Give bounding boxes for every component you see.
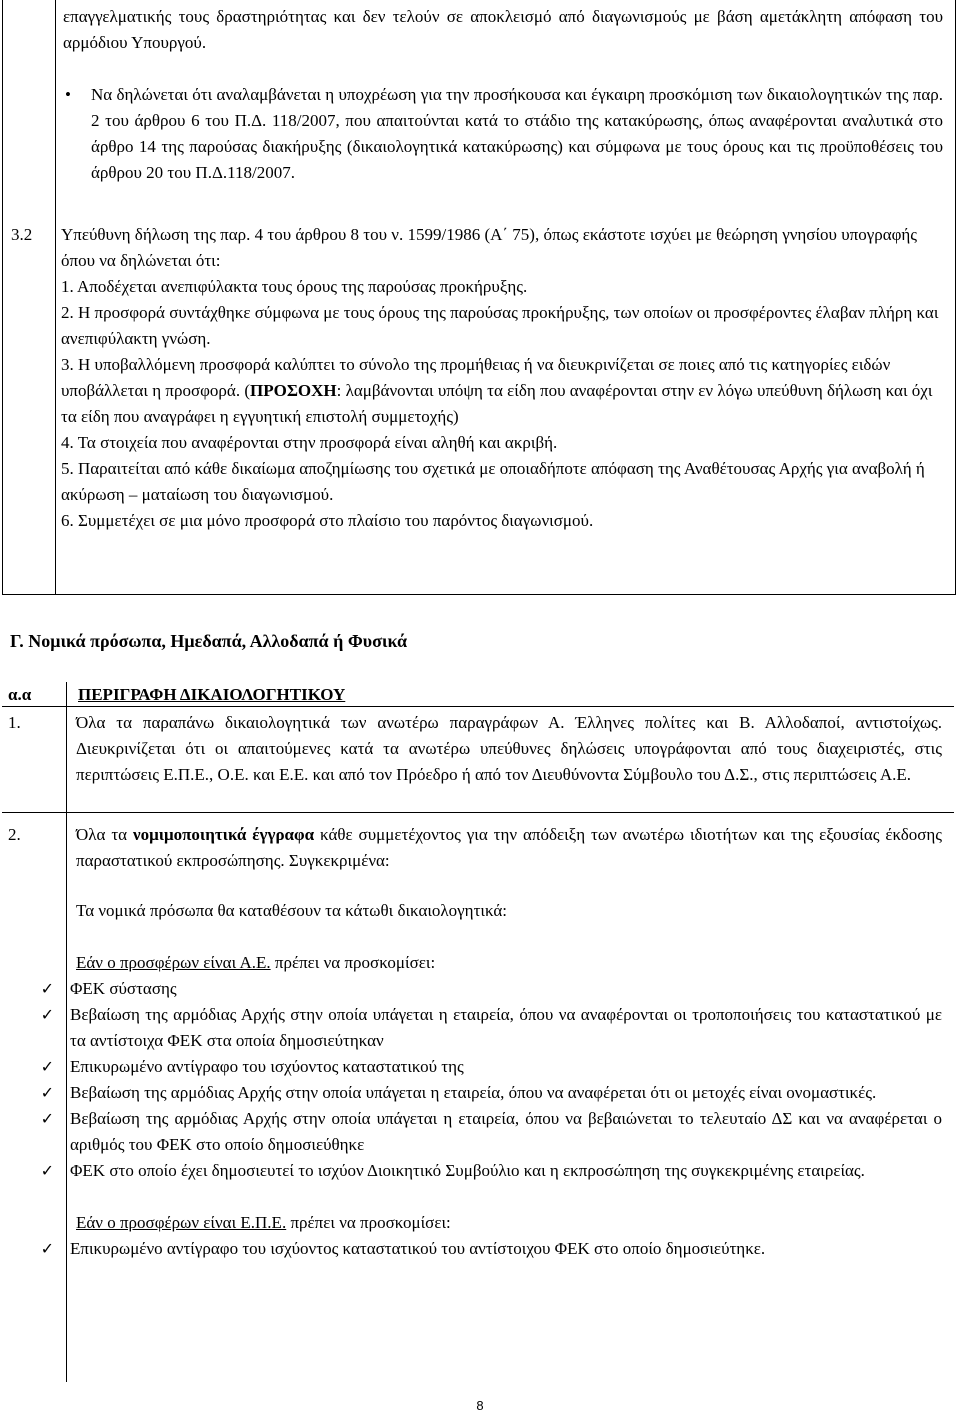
- declaration-item-1: 1. Αποδέχεται ανεπιφύλακτα τους όρους της παρούσας προκήρυξης.: [61, 277, 528, 296]
- check-icon: ✓: [40, 1161, 54, 1180]
- row-2-pre: Όλα τα: [76, 825, 133, 844]
- bullet-icon: •: [65, 85, 71, 104]
- declaration-item-4: 4. Τα στοιχεία που αναφέρονται στην προσφορά είναι αληθή και ακριβή.: [61, 433, 558, 452]
- bullet-text: Να δηλώνεται ότι αναλαμβάνεται η υποχρέωση για την προσήκουσα και έγκαιρη προσκόμιση των δικαιολογητικών της παρ. 2 του άρθρου 6 του Π.Δ. 118/2007, που απαιτούνται κατά το στάδιο της κατακύρωσης, όπως αναφέρονται αναλυτικά στο άρθρο 14 της παρούσας διακήρυξης (δικαιολογητικά κατακύρωσης) και σύμφωνα με τους όρους και τις προϋποθέσεις του άρθρου 20 του Π.Δ.118/2007.: [91, 85, 943, 182]
- row-2-post: κάθε συμμετέχοντος για την απόδειξη των ανωτέρω ιδιοτήτων και της εξουσίας έκδοσης παραστατικού εκπροσώπησης. Συγκεκριμένα:: [76, 825, 942, 870]
- check-icon: ✓: [40, 979, 54, 998]
- ae-item: [0, 1158, 942, 1184]
- page-number: 8: [476, 1398, 484, 1413]
- row-1-text: Όλα τα παραπάνω δικαιολογητικά των ανωτέρω παραγράφων Α. Έλληνες πολίτες και Β. Αλλοδαποί, αντιστοίχως. Διευκρινίζεται ότι οι απαιτούμενες κατά τα ανωτέρω υπεύθυνες δηλώσεις υπογράφονται από τους διαχειριστές, στις περιπτώσεις Ε.Π.Ε., Ο.Ε. και Ε.Ε. και από τον Πρόεδρο ή από τον Διευθύνοντα Σύμβουλο του Δ.Σ., στις περιπτώσεις Α.Ε.: [76, 713, 942, 784]
- section-3-2-text: Υπεύθυνη δήλωση της παρ. 4 του άρθρου 8 του ν. 1599/1986 (Α΄ 75), όπως εκάστοτε ισχύει με θεώρηση γνησίου υπογραφής όπου να δηλώνεται ότι:: [61, 225, 918, 270]
- declaration-item-3-post: : λαμβάνονται υπόψη τα είδη που αναφέρονται στην εν λόγω υπεύθυνη δήλωση και όχι τα είδη που αναγράφει η εγγυητική επιστολή συμμετοχής): [61, 381, 933, 426]
- ae-item-text: ΦΕΚ σύστασης: [70, 979, 177, 998]
- declaration-item-2: 2. Η προσφορά συντάχθηκε σύμφωνα με τους όρους της παρούσας προκήρυξης, των οποίων οι προσφέροντες έλαβαν πλήρη και ανεπιφύλακτη γνώση.: [61, 303, 939, 348]
- ae-item-text: Βεβαίωση της αρμόδιας Αρχής στην οποία υπάγεται η εταιρεία, όπου να βεβαιώνεται το τελευταίο ΔΣ και να αναφέρεται ο αριθμός του ΦΕΚ στο οποίο δημοσιεύθηκε: [70, 1109, 942, 1154]
- row-2-bold: νομιμοποιητικά έγγραφα: [132, 825, 315, 844]
- check-icon: ✓: [40, 1109, 54, 1128]
- table-row-rule: [2, 812, 954, 813]
- bullet-item: [63, 82, 943, 186]
- epe-item-text: Επικυρωμένο αντίγραφο του ισχύοντος καταστατικού του αντίστοιχου ΦΕΚ στο οποίο δημοσιεύτηκε.: [70, 1239, 766, 1258]
- table-header-description: ΠΕΡΙΓΡΑΦΗ ΔΙΚΑΙΟΛΟΓΗΤΙΚΟΥ: [78, 685, 346, 704]
- ae-item-text: ΦΕΚ στο οποίο έχει δημοσιευτεί το ισχύον Διοικητικό Συμβούλιο και η εκπροσώπηση της συγκεκριμένης εταιρείας.: [70, 1161, 865, 1180]
- intro-paragraph: επαγγελματικής τους δραστηριότητας και δεν τελούν σε αποκλεισμό από διαγωνισμούς με βάση αμετάκλητη απόφαση του αρμόδιου Υπουργού.: [63, 7, 943, 52]
- ae-item: [0, 1054, 942, 1080]
- epe-checklist: [0, 1236, 942, 1262]
- section-3-2: [11, 222, 941, 534]
- check-icon: ✓: [40, 1239, 54, 1258]
- declaration-item-5: 5. Παραιτείται από κάθε δικαίωμα αποζημίωσης του σχετικά με οποιαδήποτε απόφαση της Αναθέτουσας Αρχής για αναβολή ή ακύρωση – ματαίωση του διαγωνισμού.: [61, 459, 925, 504]
- check-icon: ✓: [40, 1083, 54, 1102]
- ae-item-text: Βεβαίωση της αρμόδιας Αρχής στην οποία υπάγεται η εταιρεία, όπου να αναφέρεται ότι οι μετοχές είναι ονομαστικές.: [70, 1083, 877, 1102]
- ae-item: [0, 1106, 942, 1158]
- ae-item-text: Επικυρωμένο αντίγραφο του ισχύοντος καταστατικού της: [70, 1057, 464, 1076]
- declaration-item-3-bold: ΠΡΟΣΟΧΗ: [249, 381, 337, 400]
- epe-heading-underlined: Εάν ο προσφέρων είναι Ε.Π.Ε.: [76, 1213, 287, 1232]
- ae-heading-underlined: Εάν ο προσφέρων είναι Α.Ε.: [76, 953, 271, 972]
- row-1-number: 1.: [8, 713, 21, 732]
- check-icon: ✓: [40, 1005, 54, 1024]
- ae-item: [0, 1080, 942, 1106]
- top-table-content: [63, 4, 943, 186]
- declaration-item-3: [61, 352, 941, 430]
- epe-heading-rest: πρέπει να προσκομίσει:: [286, 1213, 451, 1232]
- ae-heading-rest: πρέπει να προσκομίσει:: [270, 953, 436, 972]
- row-2-content: [40, 822, 942, 1262]
- ae-item: [0, 1002, 942, 1054]
- declaration-item-3-pre: 3. Η υποβαλλόμενη προσφορά καλύπτει το σύνολο της προμήθειας ή να διευκρινίζεται σε ποιες από τις κατηγορίες ειδών υποβάλλεται η προσφορά. (: [61, 355, 891, 400]
- ae-checklist: [0, 976, 942, 1184]
- section-title: Γ. Νομικά πρόσωπα, Ημεδαπά, Αλλοδαπά ή Φυσικά: [10, 631, 407, 651]
- epe-heading: [76, 1210, 942, 1236]
- row-2-intro: [76, 822, 942, 874]
- top-table: [2, 0, 956, 595]
- ae-item-text: Βεβαίωση της αρμόδιας Αρχής στην οποία υπάγεται η εταιρεία, όπου να αναφέρονται οι τροποποιήσεις του καταστατικού με τα αντίστοιχα ΦΕΚ στα οποία δημοσιεύτηκαν: [70, 1005, 942, 1050]
- epe-item: [0, 1236, 942, 1262]
- ae-item: [0, 976, 942, 1002]
- table-header-index: α.α: [8, 685, 32, 704]
- ae-heading: [76, 950, 942, 976]
- row-2-number: 2.: [8, 825, 21, 844]
- legal-intro: Τα νομικά πρόσωπα θα καταθέσουν τα κάτωθι δικαιολογητικά:: [76, 901, 508, 920]
- section-3-2-number: 3.2: [11, 225, 33, 244]
- check-icon: ✓: [40, 1057, 54, 1076]
- declaration-item-6: 6. Συμμετέχει σε μια μόνο προσφορά στο πλαίσιο του παρόντος διαγωνισμού.: [61, 511, 594, 530]
